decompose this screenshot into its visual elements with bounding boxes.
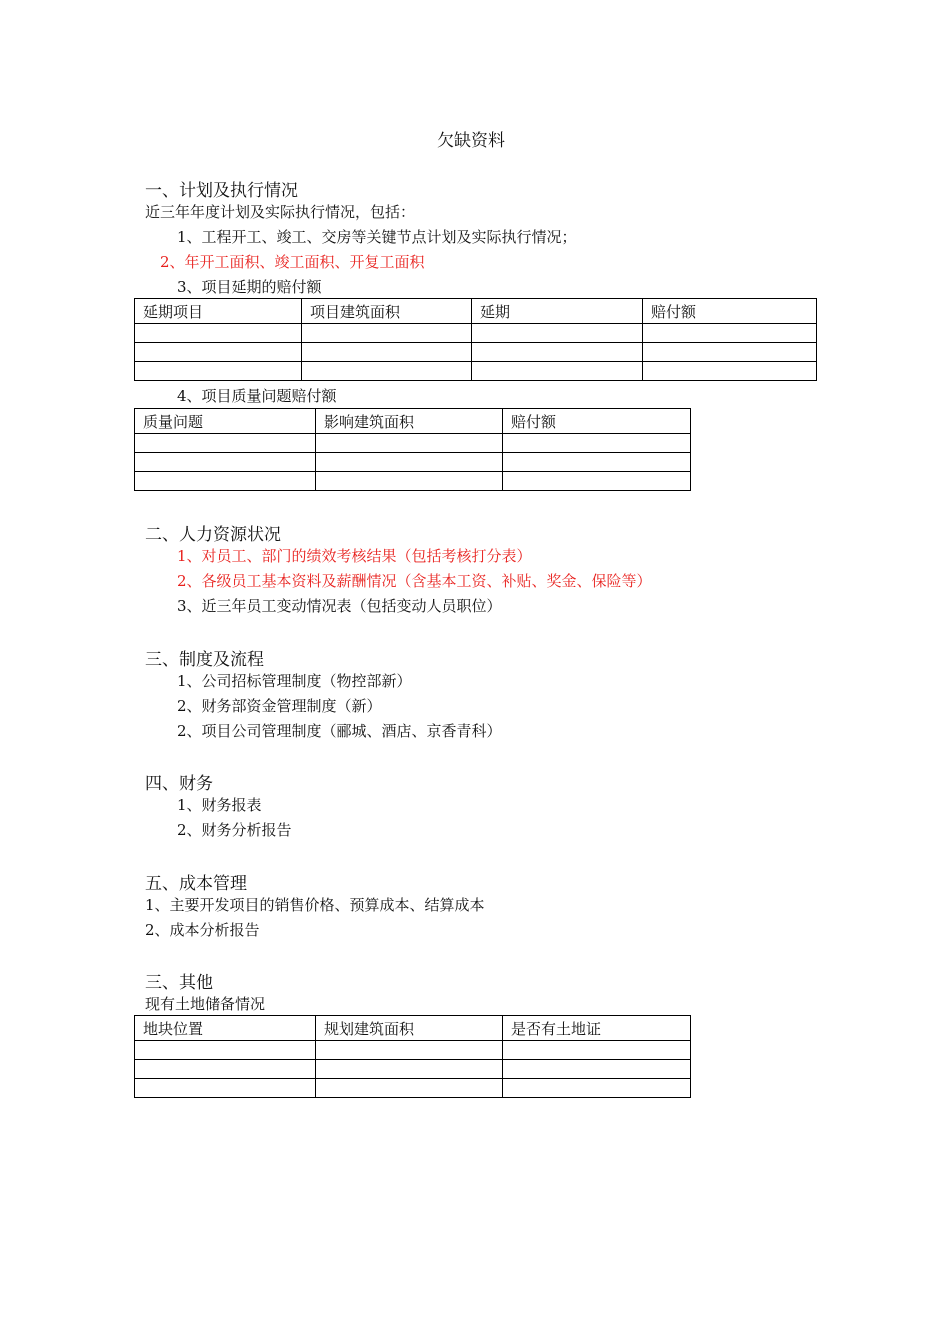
table-cell (643, 324, 817, 343)
table-header-cell: 规划建筑面积 (316, 1016, 503, 1041)
list-item: 2、成本分析报告 (145, 921, 260, 939)
list-item: 1、工程开工、竣工、交房等关键节点计划及实际执行情况； (177, 228, 577, 246)
section-heading-plan: 一、计划及执行情况 (145, 181, 298, 201)
table-header-cell: 是否有土地证 (503, 1016, 691, 1041)
page-title: 欠缺资料 (437, 131, 505, 151)
table-cell (135, 324, 302, 343)
table-cell (316, 1060, 503, 1079)
table-row (135, 362, 817, 381)
table-cell (316, 453, 503, 472)
list-item: 4、项目质量问题赔付额 (177, 387, 337, 405)
table-header-cell: 项目建筑面积 (302, 299, 472, 324)
table-header-cell: 赔付额 (503, 409, 691, 434)
table-cell (643, 343, 817, 362)
table-cell (316, 434, 503, 453)
table-cell (135, 343, 302, 362)
section-heading-other: 三、其他 (145, 973, 213, 993)
table-cell (135, 1060, 316, 1079)
section-heading-finance: 四、财务 (145, 774, 213, 794)
list-item: 1、公司招标管理制度（物控部新） (177, 672, 412, 690)
table-row (135, 434, 691, 453)
list-item: 1、财务报表 (177, 796, 262, 814)
section-heading-hr: 二、人力资源状况 (145, 525, 281, 545)
table-header-cell: 延期 (472, 299, 643, 324)
table-cell (302, 362, 472, 381)
section-heading-policy: 三、制度及流程 (145, 650, 264, 670)
table-cell (316, 472, 503, 491)
table-header-cell: 赔付额 (643, 299, 817, 324)
table-cell (316, 1041, 503, 1060)
table-cell (503, 434, 691, 453)
section-intro-land: 现有土地储备情况 (145, 995, 266, 1013)
table-cell (135, 472, 316, 491)
table-row (135, 343, 817, 362)
table-cell (472, 343, 643, 362)
table-cell (135, 1079, 316, 1098)
table-cell (302, 324, 472, 343)
table-cell (472, 324, 643, 343)
table-header-cell: 质量问题 (135, 409, 316, 434)
list-item: 2、财务部资金管理制度（新） (177, 697, 382, 715)
table-cell (503, 1041, 691, 1060)
table-row (135, 453, 691, 472)
table-cell (302, 343, 472, 362)
table-cell (135, 453, 316, 472)
section-intro-plan: 近三年年度计划及实际执行情况，包括： (145, 203, 416, 221)
list-item-highlighted: 2、各级员工基本资料及薪酬情况（含基本工资、补贴、奖金、保险等） (177, 572, 652, 590)
table-header-row (135, 1016, 691, 1041)
list-item: 2、财务分析报告 (177, 821, 292, 839)
list-item: 3、近三年员工变动情况表（包括变动人员职位） (177, 597, 502, 615)
table-header-row (135, 409, 691, 434)
table-cell (135, 434, 316, 453)
list-item-highlighted: 2、年开工面积、竣工面积、开复工面积 (160, 253, 425, 271)
table-row (135, 324, 817, 343)
table-row (135, 472, 691, 491)
table-row (135, 1079, 691, 1098)
table-row (135, 1060, 691, 1079)
table-cell (503, 1079, 691, 1098)
quality-compensation-table (134, 408, 691, 491)
table-cell (503, 453, 691, 472)
list-item-highlighted: 1、对员工、部门的绩效考核结果（包括考核打分表） (177, 547, 532, 565)
list-item: 3、项目延期的赔付额 (177, 278, 322, 296)
delay-compensation-table (134, 298, 817, 381)
list-item: 1、主要开发项目的销售价格、预算成本、结算成本 (145, 896, 485, 914)
table-cell (135, 1041, 316, 1060)
land-reserve-table (134, 1015, 691, 1098)
table-row (135, 1041, 691, 1060)
table-header-cell: 影响建筑面积 (316, 409, 503, 434)
list-item: 2、项目公司管理制度（郦城、酒店、京香青科） (177, 722, 502, 740)
section-heading-cost: 五、成本管理 (145, 874, 247, 894)
table-header-cell: 延期项目 (135, 299, 302, 324)
table-cell (643, 362, 817, 381)
table-cell (503, 1060, 691, 1079)
table-cell (135, 362, 302, 381)
table-header-row (135, 299, 817, 324)
table-header-cell: 地块位置 (135, 1016, 316, 1041)
table-cell (316, 1079, 503, 1098)
table-cell (503, 472, 691, 491)
table-cell (472, 362, 643, 381)
